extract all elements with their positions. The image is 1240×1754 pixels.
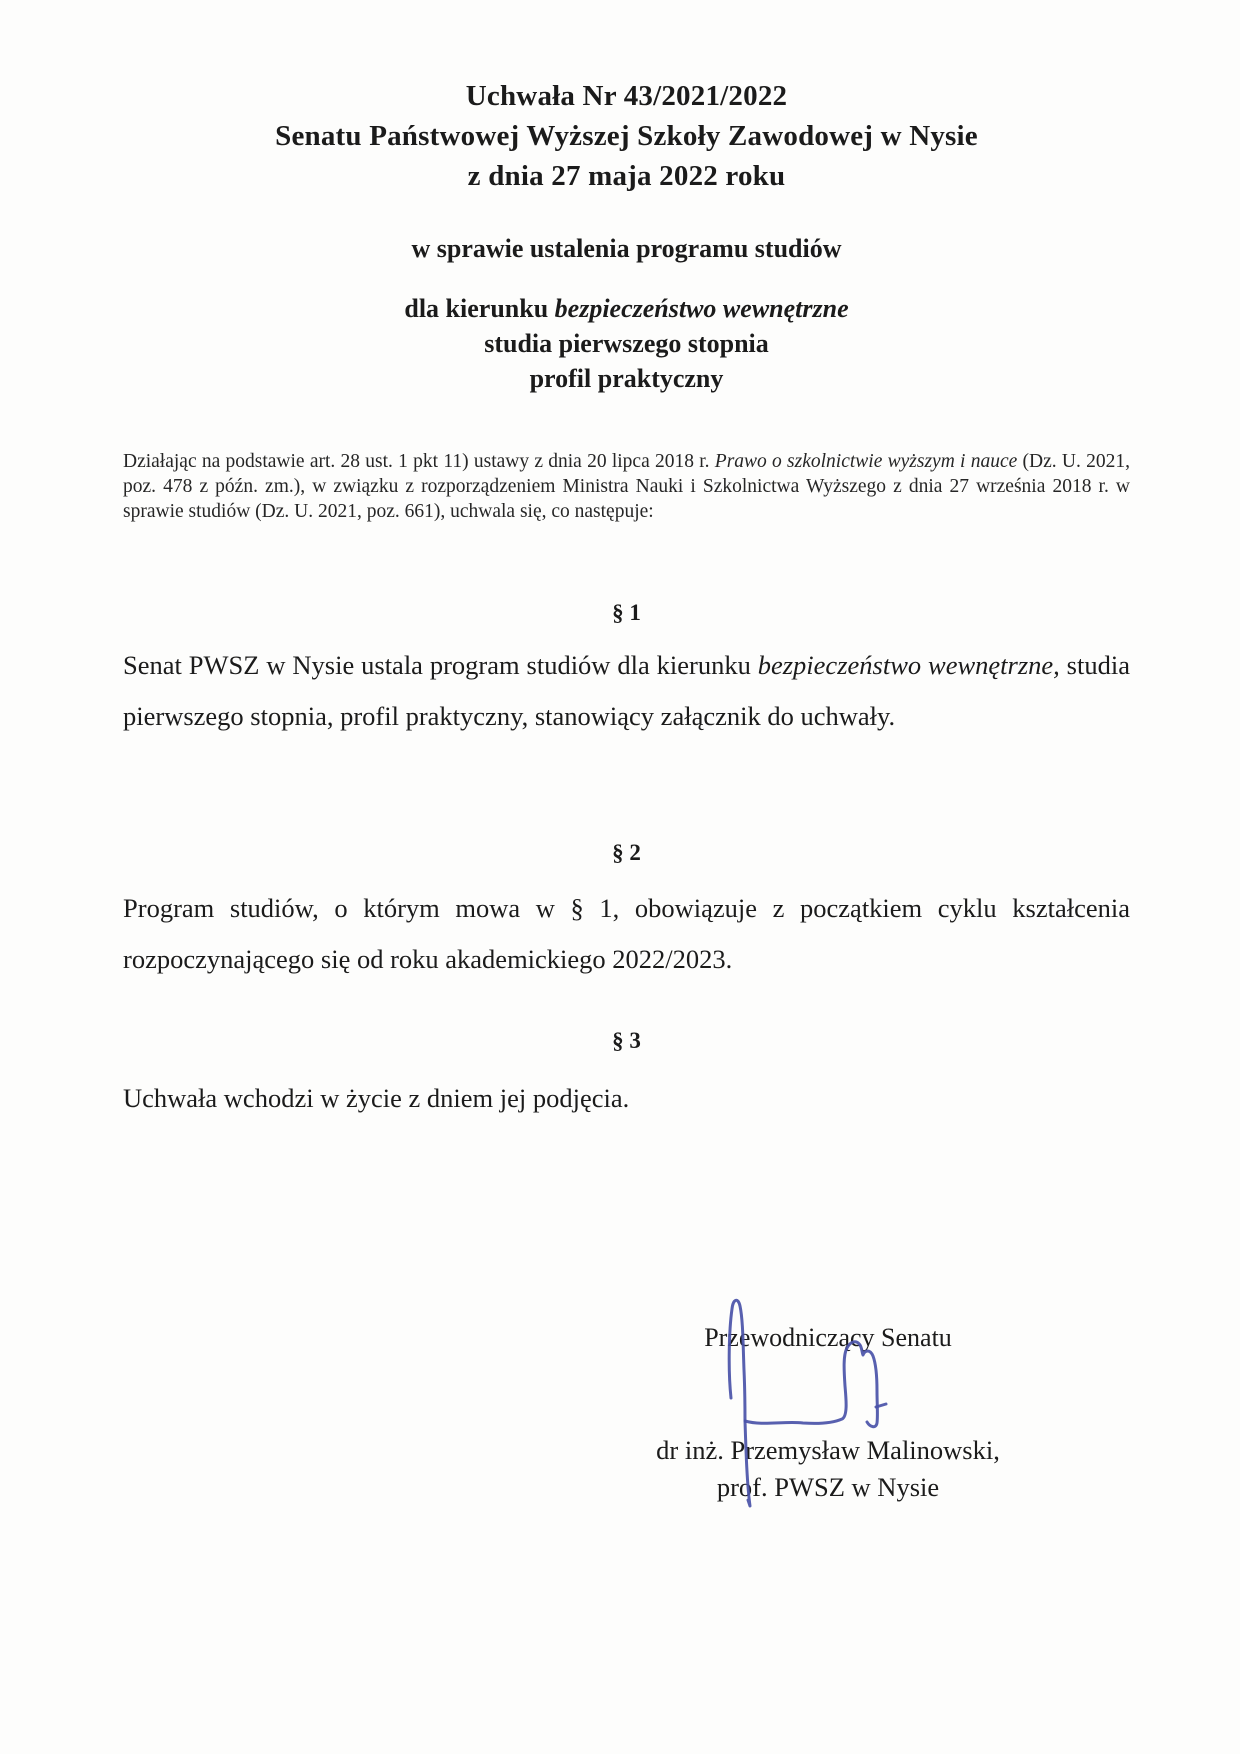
section-1-text-after: studia pierwszego stopnia, profil praktyczny, stanowiący załącznik do uchwały. bbox=[123, 650, 1130, 731]
program-description bbox=[123, 291, 1130, 396]
section-1-heading: § 1 bbox=[612, 600, 641, 625]
resolution-number: Uchwała Nr 43/2021/2022 bbox=[465, 80, 788, 112]
program-field-line bbox=[123, 291, 1130, 326]
section-2-heading: § 2 bbox=[612, 840, 641, 865]
signature-block bbox=[618, 1322, 1038, 1506]
section-3-heading: § 3 bbox=[612, 1028, 641, 1053]
resolution-date: z dnia 27 maja 2022 roku bbox=[467, 160, 786, 192]
signatory-role: Przewodniczący Senatu bbox=[704, 1323, 952, 1352]
program-name: bezpieczeństwo wewnętrzne bbox=[554, 294, 849, 323]
legal-basis-paragraph bbox=[123, 449, 1130, 524]
section-2-paragraph: Program studiów, o którym mowa w § 1, obowiązuje z początkiem cyklu kształcenia rozpoczynającego się od roku akademickiego 2022/2023. bbox=[123, 893, 1130, 974]
program-prefix: dla kierunku bbox=[404, 294, 555, 323]
act-title: Prawo o szkolnictwie wyższym i nauce bbox=[714, 451, 1018, 472]
signatory-name bbox=[618, 1432, 1038, 1506]
section-1-paragraph bbox=[123, 640, 1130, 742]
section-1-text-before: Senat PWSZ w Nysie ustala program studiów dla kierunku bbox=[123, 650, 758, 680]
resolution-issuer: Senatu Państwowej Wyższej Szkoły Zawodowej w Nysie bbox=[275, 120, 978, 152]
legal-basis-part2: (Dz. U. 2021, poz. 478 z późn. zm.), w związku z rozporządzeniem Ministra Nauki i Szkolnictwa Wyższego z dnia 27 września 2018 r. w sprawie studiów (Dz. U. 2021, poz. 661), uchwala się, co następuje: bbox=[123, 451, 1130, 522]
program-level: studia pierwszego stopnia bbox=[484, 329, 769, 358]
signatory-name-line2: prof. PWSZ w Nysie bbox=[716, 1472, 940, 1502]
resolution-subject: w sprawie ustalenia programu studiów bbox=[411, 234, 842, 263]
resolution-title bbox=[123, 76, 1130, 196]
legal-basis-part1: Działając na podstawie art. 28 ust. 1 pkt 11) ustawy z dnia 20 lipca 2018 r. bbox=[123, 451, 715, 472]
program-profile: profil praktyczny bbox=[529, 364, 724, 393]
signatory-name-line1: dr inż. Przemysław Malinowski, bbox=[656, 1435, 1000, 1465]
section-3-paragraph: Uchwała wchodzi w życie z dniem jej podjęcia. bbox=[123, 1083, 630, 1113]
section-1-field-name: bezpieczeństwo wewnętrzne, bbox=[757, 650, 1060, 680]
